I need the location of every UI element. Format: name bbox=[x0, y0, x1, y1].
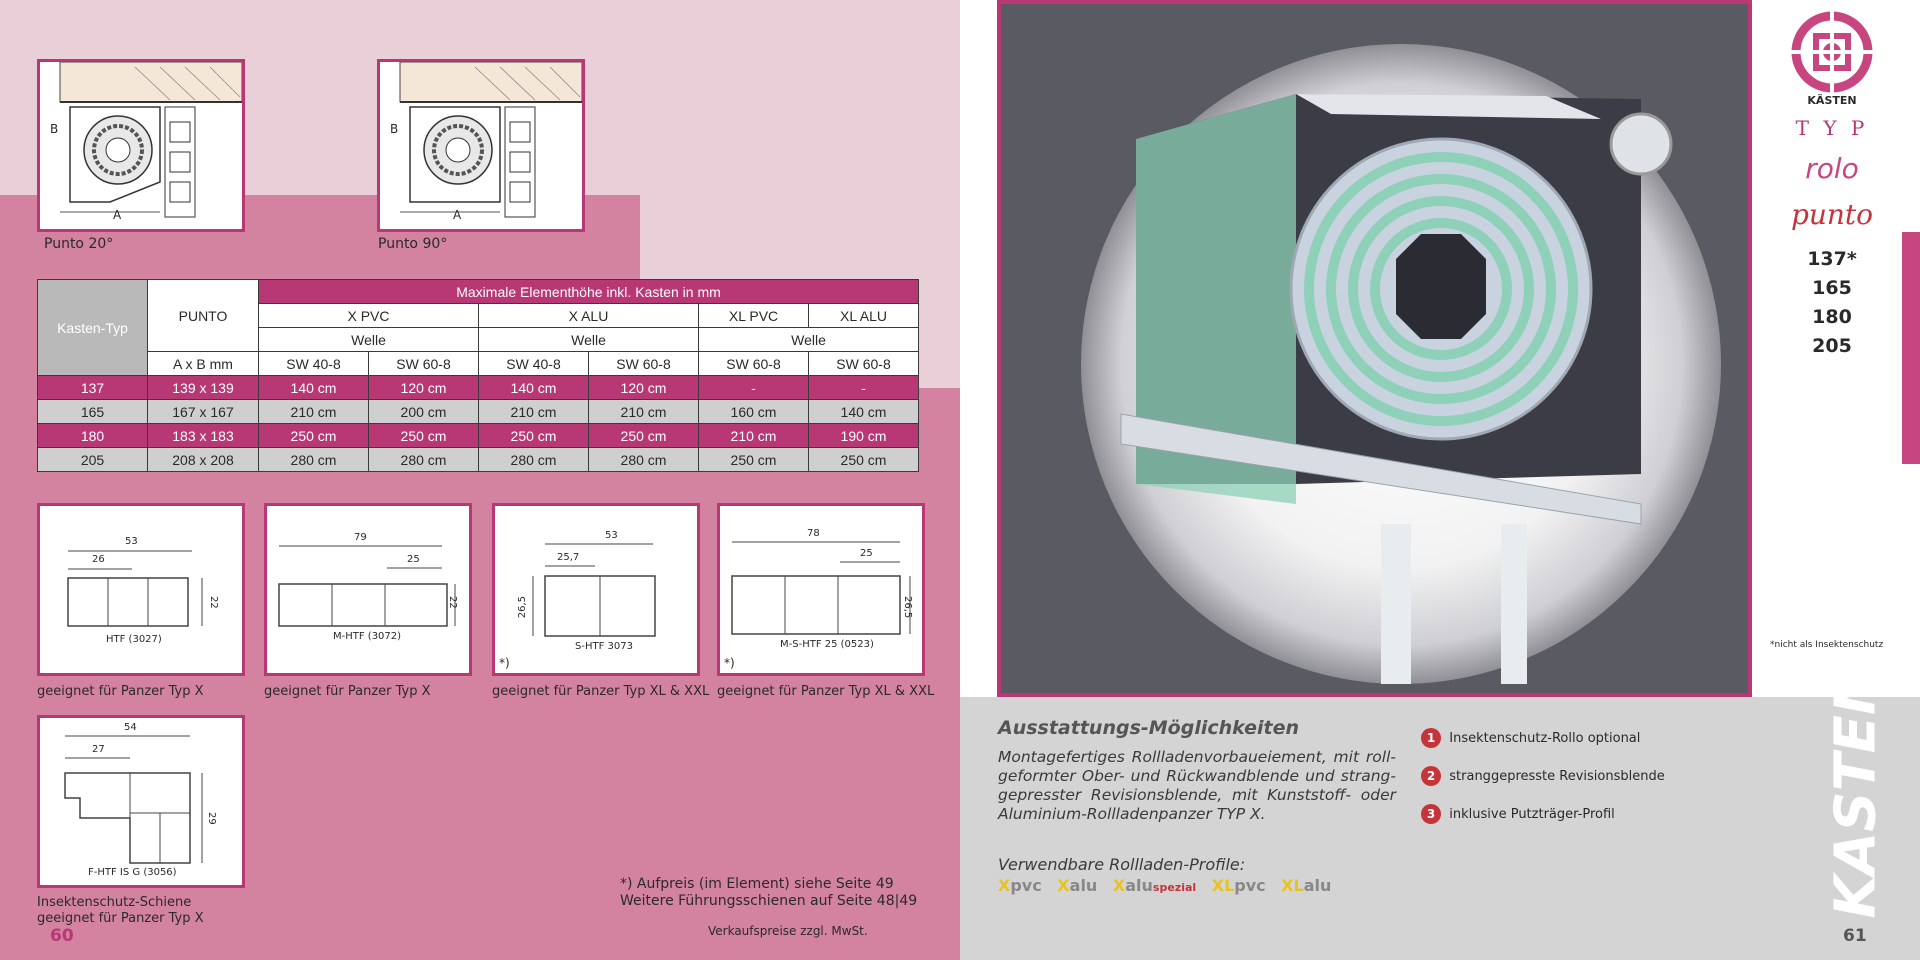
dimension-label: 54 bbox=[124, 722, 137, 733]
table-cell: 167 x 167 bbox=[148, 400, 259, 424]
insect-footnote: *nicht als Insektenschutz bbox=[1770, 640, 1884, 650]
punto-label: punto bbox=[1790, 198, 1874, 231]
profile-tag: Xaluspezial bbox=[1112, 876, 1197, 895]
table-cell: 140 cm bbox=[259, 376, 369, 400]
dimension-label: 25 bbox=[860, 548, 873, 559]
table-cell: 165 bbox=[38, 400, 148, 424]
table-cell: 139 x 139 bbox=[148, 376, 259, 400]
profile-tag: XLpvc bbox=[1211, 876, 1266, 895]
table-cell: 210 cm bbox=[259, 400, 369, 424]
profile-caption: geeignet für Panzer Typ XL & XXL bbox=[717, 684, 935, 699]
feature-number: 3 bbox=[1421, 804, 1441, 824]
table-cell: 250 cm bbox=[589, 424, 699, 448]
table-cell: 250 cm bbox=[259, 424, 369, 448]
table-cell: 120 cm bbox=[369, 376, 479, 400]
rolo-label: rolo bbox=[1805, 152, 1859, 185]
table-cell: 250 cm bbox=[699, 448, 809, 472]
table-cell: 140 cm bbox=[479, 376, 589, 400]
welle-header: Welle bbox=[479, 328, 699, 352]
punto-90-caption: Punto 90° bbox=[378, 236, 448, 252]
spec-table bbox=[37, 279, 919, 472]
profile-name: S-HTF 3073 bbox=[575, 641, 633, 652]
size-165: 165 bbox=[1812, 277, 1852, 299]
vertical-title: KASTEN bbox=[1823, 668, 1889, 919]
table-cell: 210 cm bbox=[479, 400, 589, 424]
kasten-logo-icon bbox=[1790, 10, 1874, 94]
dimension-label: 26 bbox=[92, 554, 105, 565]
page-number-right: 61 bbox=[1843, 926, 1867, 946]
kasten-typ-header: Kasten-Typ bbox=[38, 280, 148, 376]
table-cell: 210 cm bbox=[589, 400, 699, 424]
feature-number: 2 bbox=[1421, 766, 1441, 786]
profile-f-htf-is-g-3056 bbox=[37, 715, 245, 888]
price-note: Verkaufspreise zzgl. MwSt. bbox=[708, 924, 868, 938]
table-cell: 200 cm bbox=[369, 400, 479, 424]
dimension-label: 78 bbox=[807, 528, 820, 539]
feature-text: Insektenschutz-Rollo optional bbox=[1449, 731, 1641, 746]
punto-20-diagram bbox=[37, 59, 245, 232]
axb-header: A x B mm bbox=[148, 352, 259, 376]
profile-tag: Xalu bbox=[1057, 876, 1098, 895]
dimension-label: 25 bbox=[407, 554, 420, 565]
table-cell: 280 cm bbox=[369, 448, 479, 472]
table-cell: 137 bbox=[38, 376, 148, 400]
table-cell: 120 cm bbox=[589, 376, 699, 400]
feature-item bbox=[1421, 720, 1665, 758]
logo-text: KÄSTEN bbox=[1807, 94, 1857, 107]
profile-m-s-htf-25 bbox=[717, 503, 925, 676]
profile-name: M-S-HTF 25 (0523) bbox=[780, 639, 874, 650]
table-cell: 190 cm bbox=[809, 424, 919, 448]
dimension-label: 26,5 bbox=[517, 596, 528, 619]
asterisk-note: *) bbox=[499, 656, 510, 670]
dimension-label: 22 bbox=[447, 596, 458, 609]
sw-header: SW 60-8 bbox=[369, 352, 479, 376]
table-row bbox=[38, 376, 919, 400]
sw-header: SW 60-8 bbox=[699, 352, 809, 376]
welle-header: Welle bbox=[259, 328, 479, 352]
punto-header: PUNTO bbox=[148, 280, 259, 352]
profile-caption: geeignet für Panzer Typ X bbox=[264, 684, 431, 699]
table-cell: - bbox=[809, 376, 919, 400]
sw-header: SW 60-8 bbox=[589, 352, 699, 376]
kasten-logo bbox=[1790, 10, 1874, 94]
feature-text: stranggepresste Revisionsblende bbox=[1449, 769, 1665, 784]
profile-caption: geeignet für Panzer Typ XL & XXL bbox=[492, 684, 710, 699]
feature-item bbox=[1421, 796, 1665, 834]
profile-tag: XLalu bbox=[1281, 876, 1332, 895]
welle-header: Welle bbox=[699, 328, 919, 352]
page-number-left: 60 bbox=[50, 926, 74, 946]
table-row bbox=[38, 448, 919, 472]
punto-20-caption: Punto 20° bbox=[44, 236, 114, 252]
punto-90-diagram bbox=[377, 59, 585, 232]
max-height-header: Maximale Elementhöhe inkl. Kasten in mm bbox=[259, 280, 919, 304]
profile-name: F-HTF IS G (3056) bbox=[88, 867, 177, 878]
caption-line: Insektenschutz-Schiene bbox=[37, 895, 192, 910]
group-header: X PVC bbox=[259, 304, 479, 328]
asterisk-note: *) bbox=[724, 656, 735, 670]
insect-rail-caption bbox=[37, 895, 204, 927]
profile-s-htf-3073 bbox=[492, 503, 700, 676]
table-row bbox=[38, 400, 919, 424]
table-cell: 250 cm bbox=[809, 448, 919, 472]
size-205: 205 bbox=[1812, 335, 1852, 357]
footnote-line: Weitere Führungsschienen auf Seite 48|49 bbox=[620, 893, 918, 909]
feature-text: inklusive Putzträger-Profil bbox=[1449, 807, 1615, 822]
group-header: XL ALU bbox=[809, 304, 919, 328]
dimension-a-label: A bbox=[113, 208, 122, 222]
table-cell: 210 cm bbox=[699, 424, 809, 448]
vertical-title-wrap bbox=[1820, 668, 1900, 925]
typ-label: T Y P bbox=[1795, 116, 1869, 140]
feature-item bbox=[1421, 758, 1665, 796]
feature-number: 1 bbox=[1421, 728, 1441, 748]
table-cell: 280 cm bbox=[259, 448, 369, 472]
sw-header: SW 40-8 bbox=[479, 352, 589, 376]
sw-header: SW 60-8 bbox=[809, 352, 919, 376]
table-cell: 205 bbox=[38, 448, 148, 472]
table-cell: 250 cm bbox=[479, 424, 589, 448]
table-cell: 280 cm bbox=[589, 448, 699, 472]
table-cell: 208 x 208 bbox=[148, 448, 259, 472]
dimension-label: 53 bbox=[605, 530, 618, 541]
profile-tag: Xpvc bbox=[998, 876, 1042, 895]
equipment-heading: Ausstattungs-Möglichkeiten bbox=[998, 717, 1299, 739]
product-photo bbox=[997, 0, 1752, 697]
profile-caption: geeignet für Panzer Typ X bbox=[37, 684, 204, 699]
group-header: XL PVC bbox=[699, 304, 809, 328]
dimension-label: 79 bbox=[354, 532, 367, 543]
table-cell: 250 cm bbox=[369, 424, 479, 448]
table-cell: 183 x 183 bbox=[148, 424, 259, 448]
size-137: 137* bbox=[1807, 248, 1857, 270]
dimension-b-label: B bbox=[50, 122, 59, 136]
dimension-b-label: B bbox=[390, 122, 399, 136]
profile-name: M-HTF (3072) bbox=[333, 631, 402, 642]
size-180: 180 bbox=[1812, 306, 1852, 328]
dimension-label: 29 bbox=[206, 812, 217, 825]
dimension-label: 53 bbox=[125, 536, 138, 547]
sw-header: SW 40-8 bbox=[259, 352, 369, 376]
footnote-line: *) Aufpreis (im Element) siehe Seite 49 bbox=[620, 876, 894, 892]
dimension-label: 25,7 bbox=[557, 552, 580, 563]
profiles-label: Verwendbare Rollladen-Profile: bbox=[998, 855, 1246, 874]
profile-m-htf-3072 bbox=[264, 503, 472, 676]
table-cell: 280 cm bbox=[479, 448, 589, 472]
dimension-label: 26,5 bbox=[902, 596, 913, 619]
profile-tags bbox=[998, 876, 1331, 895]
dimension-label: 22 bbox=[208, 596, 219, 609]
profile-name: HTF (3027) bbox=[106, 634, 162, 645]
dimension-a-label: A bbox=[453, 208, 462, 222]
caption-line: geeignet für Panzer Typ X bbox=[37, 911, 204, 926]
table-cell: 160 cm bbox=[699, 400, 809, 424]
profile-htf-3027 bbox=[37, 503, 245, 676]
sizes-list bbox=[1790, 245, 1874, 361]
group-header: X ALU bbox=[479, 304, 699, 328]
table-cell: - bbox=[699, 376, 809, 400]
dimension-label: 27 bbox=[92, 744, 105, 755]
product-description: Montagefertiges Rollladenvorbaueiement, mit roll-geformter Ober- und Rückwandblende und strang-gepresster Revisionsblende, mit Kunststoff- oder Aluminium-Rollladenpanzer TYP X. bbox=[998, 748, 1396, 823]
table-cell: 180 bbox=[38, 424, 148, 448]
feature-list bbox=[1421, 720, 1665, 834]
side-tab bbox=[1902, 232, 1920, 464]
footnote bbox=[620, 876, 917, 910]
table-cell: 140 cm bbox=[809, 400, 919, 424]
table-row bbox=[38, 424, 919, 448]
